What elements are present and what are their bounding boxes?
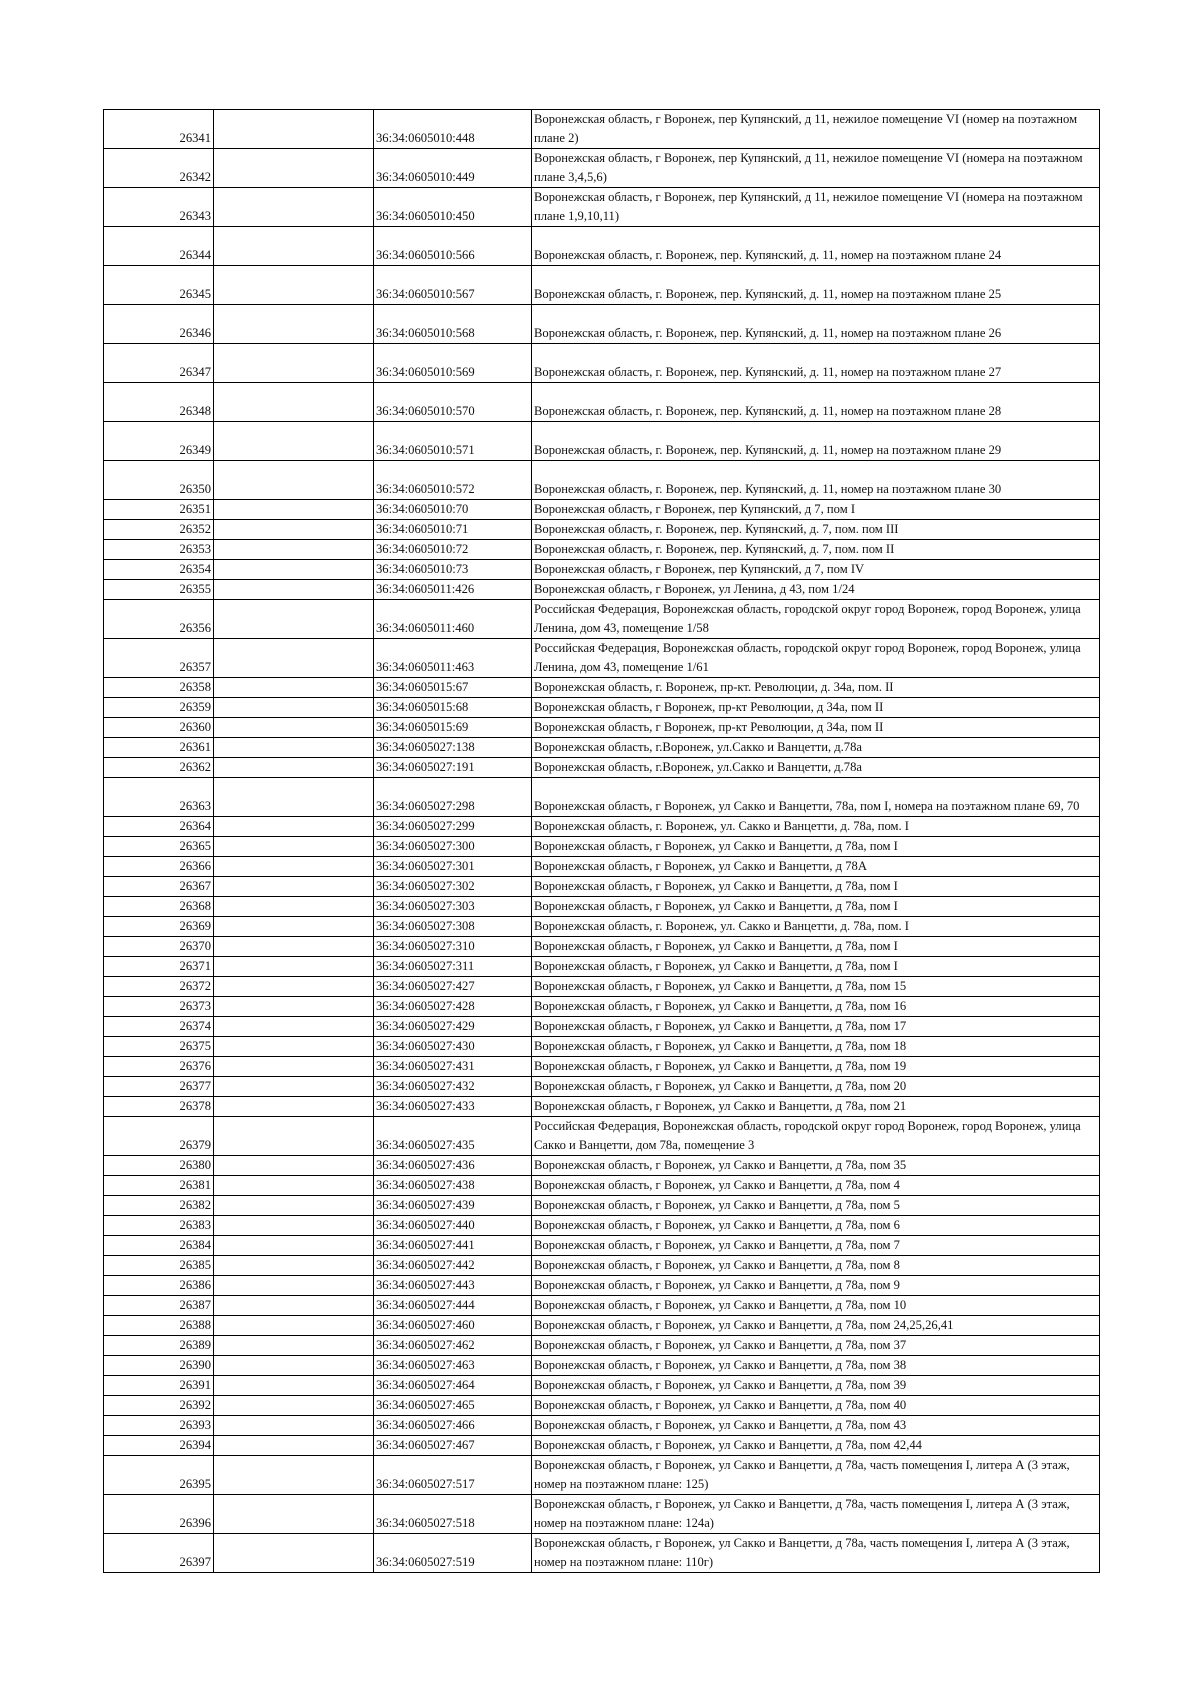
empty-cell	[214, 110, 374, 149]
row-number-cell: 26382	[104, 1196, 214, 1216]
empty-cell	[214, 1017, 374, 1037]
row-number-cell: 26384	[104, 1236, 214, 1256]
registry-table-body	[104, 110, 1100, 1573]
table-row	[104, 600, 1100, 639]
cadastral-number-cell: 36:34:0605010:566	[374, 227, 532, 266]
empty-cell	[214, 383, 374, 422]
cadastral-number-cell: 36:34:0605027:444	[374, 1296, 532, 1316]
address-cell: Воронежская область, г Воронеж, пер Купянский, д 7, пом I	[532, 500, 1100, 520]
table-row	[104, 1037, 1100, 1057]
address-cell: Воронежская область, г Воронеж, ул Сакко и Ванцетти, д 78а, пом 38	[532, 1356, 1100, 1376]
address-cell: Воронежская область, г Воронеж, ул Сакко и Ванцетти, д 78а, пом I	[532, 897, 1100, 917]
table-row	[104, 1117, 1100, 1156]
table-row	[104, 937, 1100, 957]
empty-cell	[214, 957, 374, 977]
empty-cell	[214, 1156, 374, 1176]
empty-cell	[214, 997, 374, 1017]
empty-cell	[214, 1296, 374, 1316]
empty-cell	[214, 1534, 374, 1573]
address-cell: Воронежская область, г Воронеж, пер Купянский, д 11, нежилое помещение VI (номера на поэтажном плане 3,4,5,6)	[532, 149, 1100, 188]
table-row	[104, 1017, 1100, 1037]
row-number-cell: 26374	[104, 1017, 214, 1037]
cadastral-number-cell: 36:34:0605027:432	[374, 1077, 532, 1097]
cadastral-number-cell: 36:34:0605015:68	[374, 698, 532, 718]
row-number-cell: 26390	[104, 1356, 214, 1376]
cadastral-number-cell: 36:34:0605010:570	[374, 383, 532, 422]
address-cell: Воронежская область, г. Воронеж, ул. Сакко и Ванцетти, д. 78а, пом. I	[532, 917, 1100, 937]
table-row	[104, 698, 1100, 718]
cadastral-number-cell: 36:34:0605027:462	[374, 1336, 532, 1356]
registry-table	[103, 109, 1100, 1573]
row-number-cell: 26352	[104, 520, 214, 540]
address-cell: Воронежская область, г Воронеж, ул Сакко и Ванцетти, д 78а, пом 7	[532, 1236, 1100, 1256]
table-row	[104, 778, 1100, 817]
row-number-cell: 26379	[104, 1117, 214, 1156]
row-number-cell: 26346	[104, 305, 214, 344]
empty-cell	[214, 937, 374, 957]
empty-cell	[214, 698, 374, 718]
table-row	[104, 1077, 1100, 1097]
cadastral-number-cell: 36:34:0605027:191	[374, 758, 532, 778]
empty-cell	[214, 977, 374, 997]
row-number-cell: 26397	[104, 1534, 214, 1573]
cadastral-number-cell: 36:34:0605027:467	[374, 1436, 532, 1456]
row-number-cell: 26388	[104, 1316, 214, 1336]
table-row	[104, 1316, 1100, 1336]
table-row	[104, 149, 1100, 188]
table-row	[104, 540, 1100, 560]
row-number-cell: 26360	[104, 718, 214, 738]
row-number-cell: 26364	[104, 817, 214, 837]
address-cell: Воронежская область, г Воронеж, ул Сакко и Ванцетти, д 78а, пом 24,25,26,41	[532, 1316, 1100, 1336]
address-cell: Воронежская область, г Воронеж, ул Сакко и Ванцетти, д 78а, часть помещения I, литера А (3 этаж, номер на поэтажном плане: 110г)	[532, 1534, 1100, 1573]
table-row	[104, 1236, 1100, 1256]
empty-cell	[214, 1436, 374, 1456]
row-number-cell: 26356	[104, 600, 214, 639]
address-cell: Воронежская область, г. Воронеж, ул. Сакко и Ванцетти, д. 78а, пом. I	[532, 817, 1100, 837]
address-cell: Воронежская область, г Воронеж, ул Сакко и Ванцетти, д 78а, пом 4	[532, 1176, 1100, 1196]
table-row	[104, 305, 1100, 344]
empty-cell	[214, 1037, 374, 1057]
empty-cell	[214, 188, 374, 227]
address-cell: Воронежская область, г Воронеж, ул Сакко и Ванцетти, д 78а, пом 21	[532, 1097, 1100, 1117]
row-number-cell: 26345	[104, 266, 214, 305]
empty-cell	[214, 1356, 374, 1376]
row-number-cell: 26350	[104, 461, 214, 500]
cadastral-number-cell: 36:34:0605027:460	[374, 1316, 532, 1336]
cadastral-number-cell: 36:34:0605027:439	[374, 1196, 532, 1216]
empty-cell	[214, 917, 374, 937]
row-number-cell: 26387	[104, 1296, 214, 1316]
registry-page	[103, 109, 1099, 1573]
address-cell: Воронежская область, г Воронеж, ул Сакко и Ванцетти, д 78а, пом 6	[532, 1216, 1100, 1236]
row-number-cell: 26342	[104, 149, 214, 188]
empty-cell	[214, 738, 374, 758]
cadastral-number-cell: 36:34:0605027:466	[374, 1416, 532, 1436]
empty-cell	[214, 580, 374, 600]
cadastral-number-cell: 36:34:0605010:449	[374, 149, 532, 188]
cadastral-number-cell: 36:34:0605027:311	[374, 957, 532, 977]
cadastral-number-cell: 36:34:0605027:440	[374, 1216, 532, 1236]
cadastral-number-cell: 36:34:0605010:448	[374, 110, 532, 149]
table-row	[104, 817, 1100, 837]
cadastral-number-cell: 36:34:0605010:450	[374, 188, 532, 227]
row-number-cell: 26353	[104, 540, 214, 560]
empty-cell	[214, 305, 374, 344]
empty-cell	[214, 560, 374, 580]
table-row	[104, 1534, 1100, 1573]
empty-cell	[214, 1336, 374, 1356]
address-cell: Воронежская область, г Воронеж, пр-кт Революции, д 34а, пом II	[532, 698, 1100, 718]
address-cell: Российская Федерация, Воронежская область, городской округ город Воронеж, город Воронеж, улица Сакко и Ванцетти, дом 78а, помещение 3	[532, 1117, 1100, 1156]
table-row	[104, 500, 1100, 520]
cadastral-number-cell: 36:34:0605027:431	[374, 1057, 532, 1077]
empty-cell	[214, 1117, 374, 1156]
row-number-cell: 26361	[104, 738, 214, 758]
empty-cell	[214, 1316, 374, 1336]
table-row	[104, 897, 1100, 917]
table-row	[104, 1416, 1100, 1436]
table-row	[104, 1256, 1100, 1276]
cadastral-number-cell: 36:34:0605027:310	[374, 937, 532, 957]
row-number-cell: 26370	[104, 937, 214, 957]
empty-cell	[214, 540, 374, 560]
table-row	[104, 1376, 1100, 1396]
table-row	[104, 1336, 1100, 1356]
address-cell: Воронежская область, г Воронеж, ул Сакко и Ванцетти, д 78А	[532, 857, 1100, 877]
table-row	[104, 758, 1100, 778]
address-cell: Воронежская область, г. Воронеж, пр-кт. Революции, д. 34а, пом. II	[532, 678, 1100, 698]
row-number-cell: 26381	[104, 1176, 214, 1196]
address-cell: Воронежская область, г. Воронеж, пер. Купянский, д. 11, номер на поэтажном плане 28	[532, 383, 1100, 422]
cadastral-number-cell: 36:34:0605010:567	[374, 266, 532, 305]
address-cell: Воронежская область, г Воронеж, пр-кт Революции, д 34а, пом II	[532, 718, 1100, 738]
cadastral-number-cell: 36:34:0605011:460	[374, 600, 532, 639]
table-row	[104, 1176, 1100, 1196]
cadastral-number-cell: 36:34:0605027:303	[374, 897, 532, 917]
cadastral-number-cell: 36:34:0605011:426	[374, 580, 532, 600]
table-row	[104, 383, 1100, 422]
cadastral-number-cell: 36:34:0605010:73	[374, 560, 532, 580]
table-row	[104, 110, 1100, 149]
address-cell: Воронежская область, г Воронеж, ул Сакко и Ванцетти, д 78а, пом I	[532, 877, 1100, 897]
row-number-cell: 26347	[104, 344, 214, 383]
table-row	[104, 718, 1100, 738]
cadastral-number-cell: 36:34:0605010:569	[374, 344, 532, 383]
empty-cell	[214, 1495, 374, 1534]
empty-cell	[214, 149, 374, 188]
row-number-cell: 26359	[104, 698, 214, 718]
row-number-cell: 26365	[104, 837, 214, 857]
row-number-cell: 26396	[104, 1495, 214, 1534]
address-cell: Воронежская область, г Воронеж, ул Сакко и Ванцетти, д 78а, пом 16	[532, 997, 1100, 1017]
address-cell: Воронежская область, г. Воронеж, пер. Купянский, д. 11, номер на поэтажном плане 30	[532, 461, 1100, 500]
empty-cell	[214, 778, 374, 817]
empty-cell	[214, 1216, 374, 1236]
address-cell: Российская Федерация, Воронежская область, городской округ город Воронеж, город Воронеж, улица Ленина, дом 43, помещение 1/58	[532, 600, 1100, 639]
address-cell: Воронежская область, г Воронеж, ул Сакко и Ванцетти, д 78а, пом 35	[532, 1156, 1100, 1176]
address-cell: Воронежская область, г Воронеж, ул Сакко и Ванцетти, д 78а, пом 37	[532, 1336, 1100, 1356]
table-row	[104, 1196, 1100, 1216]
table-row	[104, 1216, 1100, 1236]
cadastral-number-cell: 36:34:0605027:429	[374, 1017, 532, 1037]
table-row	[104, 1097, 1100, 1117]
cadastral-number-cell: 36:34:0605027:301	[374, 857, 532, 877]
row-number-cell: 26351	[104, 500, 214, 520]
cadastral-number-cell: 36:34:0605027:443	[374, 1276, 532, 1296]
cadastral-number-cell: 36:34:0605027:138	[374, 738, 532, 758]
cadastral-number-cell: 36:34:0605027:428	[374, 997, 532, 1017]
empty-cell	[214, 897, 374, 917]
empty-cell	[214, 877, 374, 897]
empty-cell	[214, 1097, 374, 1117]
address-cell: Воронежская область, г Воронеж, ул Сакко и Ванцетти, д 78а, пом I	[532, 837, 1100, 857]
row-number-cell: 26354	[104, 560, 214, 580]
cadastral-number-cell: 36:34:0605015:69	[374, 718, 532, 738]
cadastral-number-cell: 36:34:0605027:308	[374, 917, 532, 937]
address-cell: Воронежская область, г Воронеж, ул Сакко и Ванцетти, д 78а, пом 15	[532, 977, 1100, 997]
empty-cell	[214, 500, 374, 520]
address-cell: Воронежская область, г Воронеж, пер Купянский, д 11, нежилое помещение VI (номера на поэтажном плане 1,9,10,11)	[532, 188, 1100, 227]
cadastral-number-cell: 36:34:0605027:464	[374, 1376, 532, 1396]
empty-cell	[214, 817, 374, 837]
empty-cell	[214, 600, 374, 639]
row-number-cell: 26378	[104, 1097, 214, 1117]
table-row	[104, 1296, 1100, 1316]
cadastral-number-cell: 36:34:0605011:463	[374, 639, 532, 678]
row-number-cell: 26357	[104, 639, 214, 678]
address-cell: Воронежская область, г Воронеж, ул Сакко и Ванцетти, д 78а, пом 9	[532, 1276, 1100, 1296]
table-row	[104, 1456, 1100, 1495]
row-number-cell: 26341	[104, 110, 214, 149]
row-number-cell: 26355	[104, 580, 214, 600]
row-number-cell: 26377	[104, 1077, 214, 1097]
empty-cell	[214, 422, 374, 461]
cadastral-number-cell: 36:34:0605027:300	[374, 837, 532, 857]
row-number-cell: 26367	[104, 877, 214, 897]
table-row	[104, 857, 1100, 877]
table-row	[104, 1156, 1100, 1176]
empty-cell	[214, 1057, 374, 1077]
cadastral-number-cell: 36:34:0605010:572	[374, 461, 532, 500]
row-number-cell: 26369	[104, 917, 214, 937]
empty-cell	[214, 639, 374, 678]
table-row	[104, 344, 1100, 383]
empty-cell	[214, 678, 374, 698]
address-cell: Воронежская область, г Воронеж, ул Сакко и Ванцетти, д 78а, пом 18	[532, 1037, 1100, 1057]
cadastral-number-cell: 36:34:0605010:571	[374, 422, 532, 461]
row-number-cell: 26391	[104, 1376, 214, 1396]
row-number-cell: 26363	[104, 778, 214, 817]
address-cell: Воронежская область, г Воронеж, ул Сакко и Ванцетти, д 78а, пом I	[532, 937, 1100, 957]
empty-cell	[214, 1176, 374, 1196]
address-cell: Воронежская область, г Воронеж, ул Сакко и Ванцетти, д 78а, пом 10	[532, 1296, 1100, 1316]
table-row	[104, 580, 1100, 600]
address-cell: Воронежская область, г. Воронеж, пер. Купянский, д. 11, номер на поэтажном плане 27	[532, 344, 1100, 383]
cadastral-number-cell: 36:34:0605027:433	[374, 1097, 532, 1117]
address-cell: Воронежская область, г Воронеж, ул Сакко и Ванцетти, д 78а, пом 19	[532, 1057, 1100, 1077]
row-number-cell: 26395	[104, 1456, 214, 1495]
address-cell: Воронежская область, г Воронеж, ул Сакко и Ванцетти, 78а, пом I, номера на поэтажном плане 69, 70	[532, 778, 1100, 817]
cadastral-number-cell: 36:34:0605027:298	[374, 778, 532, 817]
row-number-cell: 26344	[104, 227, 214, 266]
address-cell: Воронежская область, г Воронеж, ул Ленина, д 43, пом 1/24	[532, 580, 1100, 600]
table-row	[104, 266, 1100, 305]
empty-cell	[214, 1236, 374, 1256]
address-cell: Воронежская область, г. Воронеж, пер. Купянский, д. 11, номер на поэтажном плане 25	[532, 266, 1100, 305]
address-cell: Воронежская область, г. Воронеж, пер. Купянский, д. 7, пом. пом II	[532, 540, 1100, 560]
cadastral-number-cell: 36:34:0605027:465	[374, 1396, 532, 1416]
empty-cell	[214, 266, 374, 305]
table-row	[104, 639, 1100, 678]
empty-cell	[214, 718, 374, 738]
row-number-cell: 26383	[104, 1216, 214, 1236]
address-cell: Воронежская область, г Воронеж, ул Сакко и Ванцетти, д 78а, пом I	[532, 957, 1100, 977]
table-row	[104, 1057, 1100, 1077]
cadastral-number-cell: 36:34:0605027:438	[374, 1176, 532, 1196]
row-number-cell: 26392	[104, 1396, 214, 1416]
cadastral-number-cell: 36:34:0605027:299	[374, 817, 532, 837]
empty-cell	[214, 1396, 374, 1416]
table-row	[104, 738, 1100, 758]
row-number-cell: 26343	[104, 188, 214, 227]
address-cell: Воронежская область, г. Воронеж, пер. Купянский, д. 11, номер на поэтажном плане 29	[532, 422, 1100, 461]
address-cell: Воронежская область, г Воронеж, ул Сакко и Ванцетти, д 78а, пом 5	[532, 1196, 1100, 1216]
table-row	[104, 1356, 1100, 1376]
row-number-cell: 26372	[104, 977, 214, 997]
table-row	[104, 837, 1100, 857]
address-cell: Воронежская область, г Воронеж, ул Сакко и Ванцетти, д 78а, пом 39	[532, 1376, 1100, 1396]
empty-cell	[214, 1256, 374, 1276]
table-row	[104, 422, 1100, 461]
address-cell: Воронежская область, г Воронеж, ул Сакко и Ванцетти, д 78а, пом 17	[532, 1017, 1100, 1037]
row-number-cell: 26380	[104, 1156, 214, 1176]
empty-cell	[214, 1276, 374, 1296]
row-number-cell: 26349	[104, 422, 214, 461]
cadastral-number-cell: 36:34:0605027:517	[374, 1456, 532, 1495]
table-row	[104, 560, 1100, 580]
row-number-cell: 26371	[104, 957, 214, 977]
cadastral-number-cell: 36:34:0605010:72	[374, 540, 532, 560]
empty-cell	[214, 857, 374, 877]
address-cell: Воронежская область, г Воронеж, ул Сакко и Ванцетти, д 78а, пом 43	[532, 1416, 1100, 1436]
row-number-cell: 26358	[104, 678, 214, 698]
table-row	[104, 877, 1100, 897]
cadastral-number-cell: 36:34:0605027:519	[374, 1534, 532, 1573]
cadastral-number-cell: 36:34:0605010:71	[374, 520, 532, 540]
cadastral-number-cell: 36:34:0605027:430	[374, 1037, 532, 1057]
row-number-cell: 26368	[104, 897, 214, 917]
row-number-cell: 26373	[104, 997, 214, 1017]
table-row	[104, 461, 1100, 500]
table-row	[104, 227, 1100, 266]
row-number-cell: 26386	[104, 1276, 214, 1296]
row-number-cell: 26393	[104, 1416, 214, 1436]
address-cell: Российская Федерация, Воронежская область, городской округ город Воронеж, город Воронеж, улица Ленина, дом 43, помещение 1/61	[532, 639, 1100, 678]
empty-cell	[214, 1196, 374, 1216]
table-row	[104, 1276, 1100, 1296]
address-cell: Воронежская область, г Воронеж, ул Сакко и Ванцетти, д 78а, пом 40	[532, 1396, 1100, 1416]
address-cell: Воронежская область, г Воронеж, ул Сакко и Ванцетти, д 78а, пом 20	[532, 1077, 1100, 1097]
table-row	[104, 520, 1100, 540]
cadastral-number-cell: 36:34:0605027:302	[374, 877, 532, 897]
row-number-cell: 26376	[104, 1057, 214, 1077]
cadastral-number-cell: 36:34:0605010:70	[374, 500, 532, 520]
address-cell: Воронежская область, г. Воронеж, пер. Купянский, д. 11, номер на поэтажном плане 24	[532, 227, 1100, 266]
address-cell: Воронежская область, г. Воронеж, пер. Купянский, д. 11, номер на поэтажном плане 26	[532, 305, 1100, 344]
address-cell: Воронежская область, г.Воронеж, ул.Сакко и Ванцетти, д.78а	[532, 738, 1100, 758]
address-cell: Воронежская область, г Воронеж, пер Купянский, д 11, нежилое помещение VI (номер на поэтажном плане 2)	[532, 110, 1100, 149]
empty-cell	[214, 837, 374, 857]
table-row	[104, 957, 1100, 977]
cadastral-number-cell: 36:34:0605027:435	[374, 1117, 532, 1156]
cadastral-number-cell: 36:34:0605027:442	[374, 1256, 532, 1276]
table-row	[104, 997, 1100, 1017]
table-row	[104, 977, 1100, 997]
empty-cell	[214, 461, 374, 500]
cadastral-number-cell: 36:34:0605010:568	[374, 305, 532, 344]
empty-cell	[214, 1456, 374, 1495]
table-row	[104, 1495, 1100, 1534]
row-number-cell: 26394	[104, 1436, 214, 1456]
table-row	[104, 1436, 1100, 1456]
table-row	[104, 678, 1100, 698]
row-number-cell: 26389	[104, 1336, 214, 1356]
cadastral-number-cell: 36:34:0605027:518	[374, 1495, 532, 1534]
address-cell: Воронежская область, г Воронеж, ул Сакко и Ванцетти, д 78а, пом 42,44	[532, 1436, 1100, 1456]
empty-cell	[214, 758, 374, 778]
cadastral-number-cell: 36:34:0605027:427	[374, 977, 532, 997]
row-number-cell: 26362	[104, 758, 214, 778]
address-cell: Воронежская область, г Воронеж, пер Купянский, д 7, пом IV	[532, 560, 1100, 580]
table-row	[104, 1396, 1100, 1416]
row-number-cell: 26385	[104, 1256, 214, 1276]
address-cell: Воронежская область, г Воронеж, ул Сакко и Ванцетти, д 78а, часть помещения I, литера А (3 этаж, номер на поэтажном плане: 124а)	[532, 1495, 1100, 1534]
table-row	[104, 188, 1100, 227]
address-cell: Воронежская область, г Воронеж, ул Сакко и Ванцетти, д 78а, часть помещения I, литера А (3 этаж, номер на поэтажном плане: 125)	[532, 1456, 1100, 1495]
row-number-cell: 26348	[104, 383, 214, 422]
address-cell: Воронежская область, г.Воронеж, ул.Сакко и Ванцетти, д.78а	[532, 758, 1100, 778]
cadastral-number-cell: 36:34:0605027:441	[374, 1236, 532, 1256]
empty-cell	[214, 1077, 374, 1097]
cadastral-number-cell: 36:34:0605015:67	[374, 678, 532, 698]
row-number-cell: 26366	[104, 857, 214, 877]
cadastral-number-cell: 36:34:0605027:436	[374, 1156, 532, 1176]
empty-cell	[214, 1376, 374, 1396]
address-cell: Воронежская область, г. Воронеж, пер. Купянский, д. 7, пом. пом III	[532, 520, 1100, 540]
empty-cell	[214, 1416, 374, 1436]
cadastral-number-cell: 36:34:0605027:463	[374, 1356, 532, 1376]
empty-cell	[214, 227, 374, 266]
address-cell: Воронежская область, г Воронеж, ул Сакко и Ванцетти, д 78а, пом 8	[532, 1256, 1100, 1276]
row-number-cell: 26375	[104, 1037, 214, 1057]
empty-cell	[214, 344, 374, 383]
empty-cell	[214, 520, 374, 540]
table-row	[104, 917, 1100, 937]
